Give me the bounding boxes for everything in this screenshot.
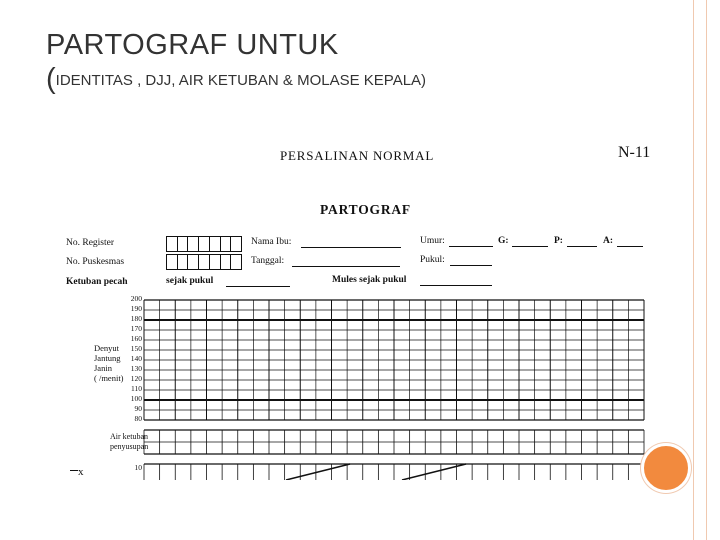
umur-line (449, 246, 493, 247)
label-a: A: (603, 236, 614, 246)
mules-line (420, 285, 492, 286)
nama-ibu-line (301, 247, 401, 248)
partograph-scan (54, 130, 690, 480)
djj-tick-110: 110 (131, 384, 142, 393)
djj-label-line4: ( /menit) (94, 373, 124, 383)
frame-line-left (693, 0, 694, 540)
djj-label-line1: Denyut (94, 343, 120, 353)
label-no-register: No. Register (66, 238, 115, 248)
bottom-marker (70, 466, 84, 478)
air-ketuban-label-line2: penyusupan (110, 442, 149, 451)
slide-title-line2 (46, 64, 686, 96)
label-tanggal: Tanggal: (251, 256, 285, 266)
puskesmas-number-boxes (166, 254, 242, 270)
djj-tick-170: 170 (130, 324, 142, 333)
p-line (567, 246, 597, 247)
djj-tick-180: 180 (130, 314, 142, 323)
pukul-line (450, 265, 492, 266)
register-number-boxes (166, 236, 242, 252)
label-g: G: (498, 236, 509, 246)
title-subtext: IDENTITAS , DJJ, AIR KETUBAN & MOLASE KEPALA) (55, 72, 427, 89)
djj-tick-140: 140 (130, 354, 142, 363)
frame-line-right (706, 0, 707, 540)
alert-line (286, 464, 350, 480)
tanggal-line (292, 266, 400, 267)
label-mules-sejak-pukul: Mules sejak pukul (332, 275, 407, 285)
djj-tick-120: 120 (130, 374, 142, 383)
partograph-grid (54, 130, 690, 480)
air-ketuban-label-line1: Air ketuban (110, 432, 148, 441)
djj-tick-80: 80 (134, 414, 142, 423)
label-sejak-pukul: sejak pukul (166, 276, 214, 286)
accent-circle (641, 443, 691, 493)
form-title: PARTOGRAF (320, 202, 411, 217)
label-pukul: Pukul: (420, 255, 445, 265)
bottom-tick-10: 10 (134, 463, 142, 472)
sejak-pukul-line (226, 286, 290, 287)
form-code: N-11 (618, 144, 651, 161)
slide-title-line1: PARTOGRAF UNTUK (46, 29, 339, 61)
djj-tick-column (114, 130, 142, 480)
form-header: PERSALINAN NORMAL (280, 148, 435, 163)
slide-title (46, 28, 686, 96)
label-nama-ibu: Nama Ibu: (251, 237, 292, 247)
bottom-marker-x: x (78, 466, 84, 478)
djj-tick-90: 90 (134, 404, 142, 413)
label-ketuban-pecah: Ketuban pecah (66, 277, 128, 287)
label-no-puskesmas: No. Puskesmas (66, 257, 125, 267)
g-line (512, 246, 548, 247)
a-line (617, 246, 643, 247)
djj-label-line2: Jantung (94, 353, 121, 363)
djj-tick-200: 200 (130, 294, 142, 303)
air-ketuban-label (110, 432, 148, 452)
djj-tick-190: 190 (130, 304, 142, 313)
djj-tick-150: 150 (130, 344, 142, 353)
title-paren: ( (46, 63, 56, 95)
djj-tick-160: 160 (130, 334, 142, 343)
djj-tick-130: 130 (130, 364, 142, 373)
label-umur: Umur: (420, 236, 445, 246)
djj-label-line3: Janin (94, 363, 112, 373)
label-p: P: (554, 236, 563, 246)
djj-tick-100: 100 (130, 394, 142, 403)
